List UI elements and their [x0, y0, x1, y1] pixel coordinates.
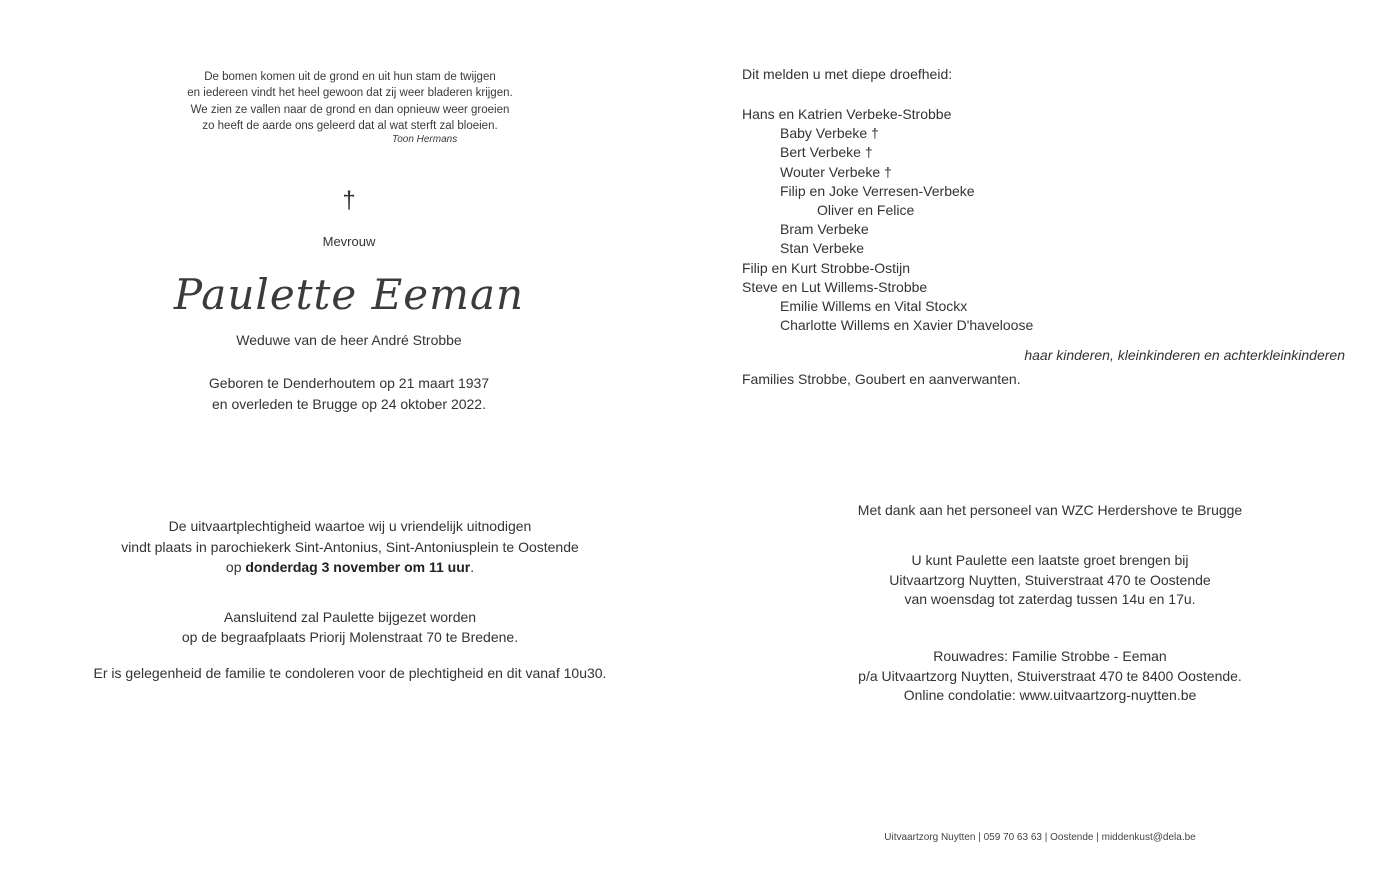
family-list	[742, 105, 1342, 335]
family-member: Bert Verbeke †	[780, 144, 873, 161]
birth-line: Geboren te Denderhoutem op 21 maart 1937	[208, 375, 490, 391]
address-line: Online condolatie: www.uitvaartzorg-nuytten.be	[903, 687, 1197, 703]
family-member: Steve en Lut Willems-Strobbe	[742, 278, 928, 295]
burial-info	[80, 607, 620, 647]
deceased-name: Paulette Eeman	[173, 270, 525, 319]
burial-line: Aansluitend zal Paulette bijgezet worden	[223, 609, 477, 625]
family-member: Baby Verbeke †	[780, 125, 879, 142]
funeral-line: De uitvaartplechtigheid waartoe wij u vriendelijk uitnodigen	[168, 518, 532, 534]
visit-line: Uitvaartzorg Nuytten, Stuiverstraat 470 te Oostende	[889, 571, 1211, 588]
families-line: Families Strobbe, Goubert en aanverwanten.	[742, 371, 1021, 387]
poem-line: We zien ze vallen naar de grond en dan opnieuw weer groeien	[190, 103, 510, 116]
address-line: Rouwadres: Familie Strobbe - Eeman	[933, 648, 1167, 664]
family-member: Filip en Kurt Strobbe-Ostijn	[742, 259, 911, 276]
family-member: Filip en Joke Verresen-Verbeke	[780, 182, 975, 199]
death-line: en overleden te Brugge op 24 oktober 2022.	[212, 395, 486, 412]
family-member: Oliver en Felice	[817, 201, 915, 218]
poem-line: De bomen komen uit de grond en uit hun stam de twijgen	[204, 71, 496, 83]
family-member: Charlotte Willems en Xavier D'haveloose	[780, 317, 1034, 334]
address-line: p/a Uitvaartzorg Nuytten, Stuiverstraat 470 te 8400 Oostende.	[858, 667, 1242, 684]
family-member: Emilie Willems en Vital Stockx	[780, 297, 968, 314]
cross-symbol: †	[342, 187, 356, 214]
visit-line: van woensdag tot zaterdag tussen 14u en 17u.	[904, 591, 1196, 607]
visit-line: U kunt Paulette een laatste groet brengen bij	[911, 552, 1189, 568]
mourning-address	[820, 647, 1280, 706]
family-member: Wouter Verbeke †	[780, 163, 892, 180]
thanks-line: Met dank aan het personeel van WZC Herdershove te Brugge	[857, 502, 1243, 518]
widow-line: Weduwe van de heer André Strobbe	[236, 332, 462, 348]
poem-line: en iedereen vindt het heel gewoon dat zij weer bladeren krijgen.	[187, 87, 513, 100]
funeral-date: donderdag 3 november om 11 uur	[245, 559, 471, 575]
family-member: Bram Verbeke	[780, 221, 869, 238]
footer-contact: Uitvaartzorg Nuytten | 059 70 63 63 | Oostende | middenkust@dela.be	[884, 832, 1196, 843]
poem-line: zo heeft de aarde ons geleerd dat al wat sterft zal bloeien.	[202, 120, 498, 133]
funeral-date-prefix: op	[225, 559, 246, 575]
birth-death-info	[149, 373, 549, 414]
condolence-info: Er is gelegenheid de familie te condoleren voor de plechtigheid en dit vanaf 10u30.	[93, 665, 607, 681]
funeral-date-suffix: .	[470, 559, 475, 575]
salutation: Mevrouw	[322, 234, 376, 249]
funeral-line: vindt plaats in parochiekerk Sint-Antonius, Sint-Antoniusplein te Oostende	[121, 538, 579, 555]
funeral-date-line	[80, 557, 620, 578]
family-member: Stan Verbeke	[780, 240, 865, 257]
burial-line: op de begraafplaats Priorij Molenstraat 70 te Bredene.	[181, 629, 519, 645]
visit-info	[820, 551, 1280, 610]
poem-author: Toon Hermans	[392, 134, 458, 145]
descendants-line: haar kinderen, kleinkinderen en achterkleinkinderen	[1024, 347, 1345, 363]
funeral-info	[80, 516, 620, 578]
family-member: Hans en Katrien Verbeke-Strobbe	[742, 106, 952, 122]
announcement: Dit melden u met diepe droefheid:	[742, 66, 953, 82]
poem	[120, 69, 580, 135]
